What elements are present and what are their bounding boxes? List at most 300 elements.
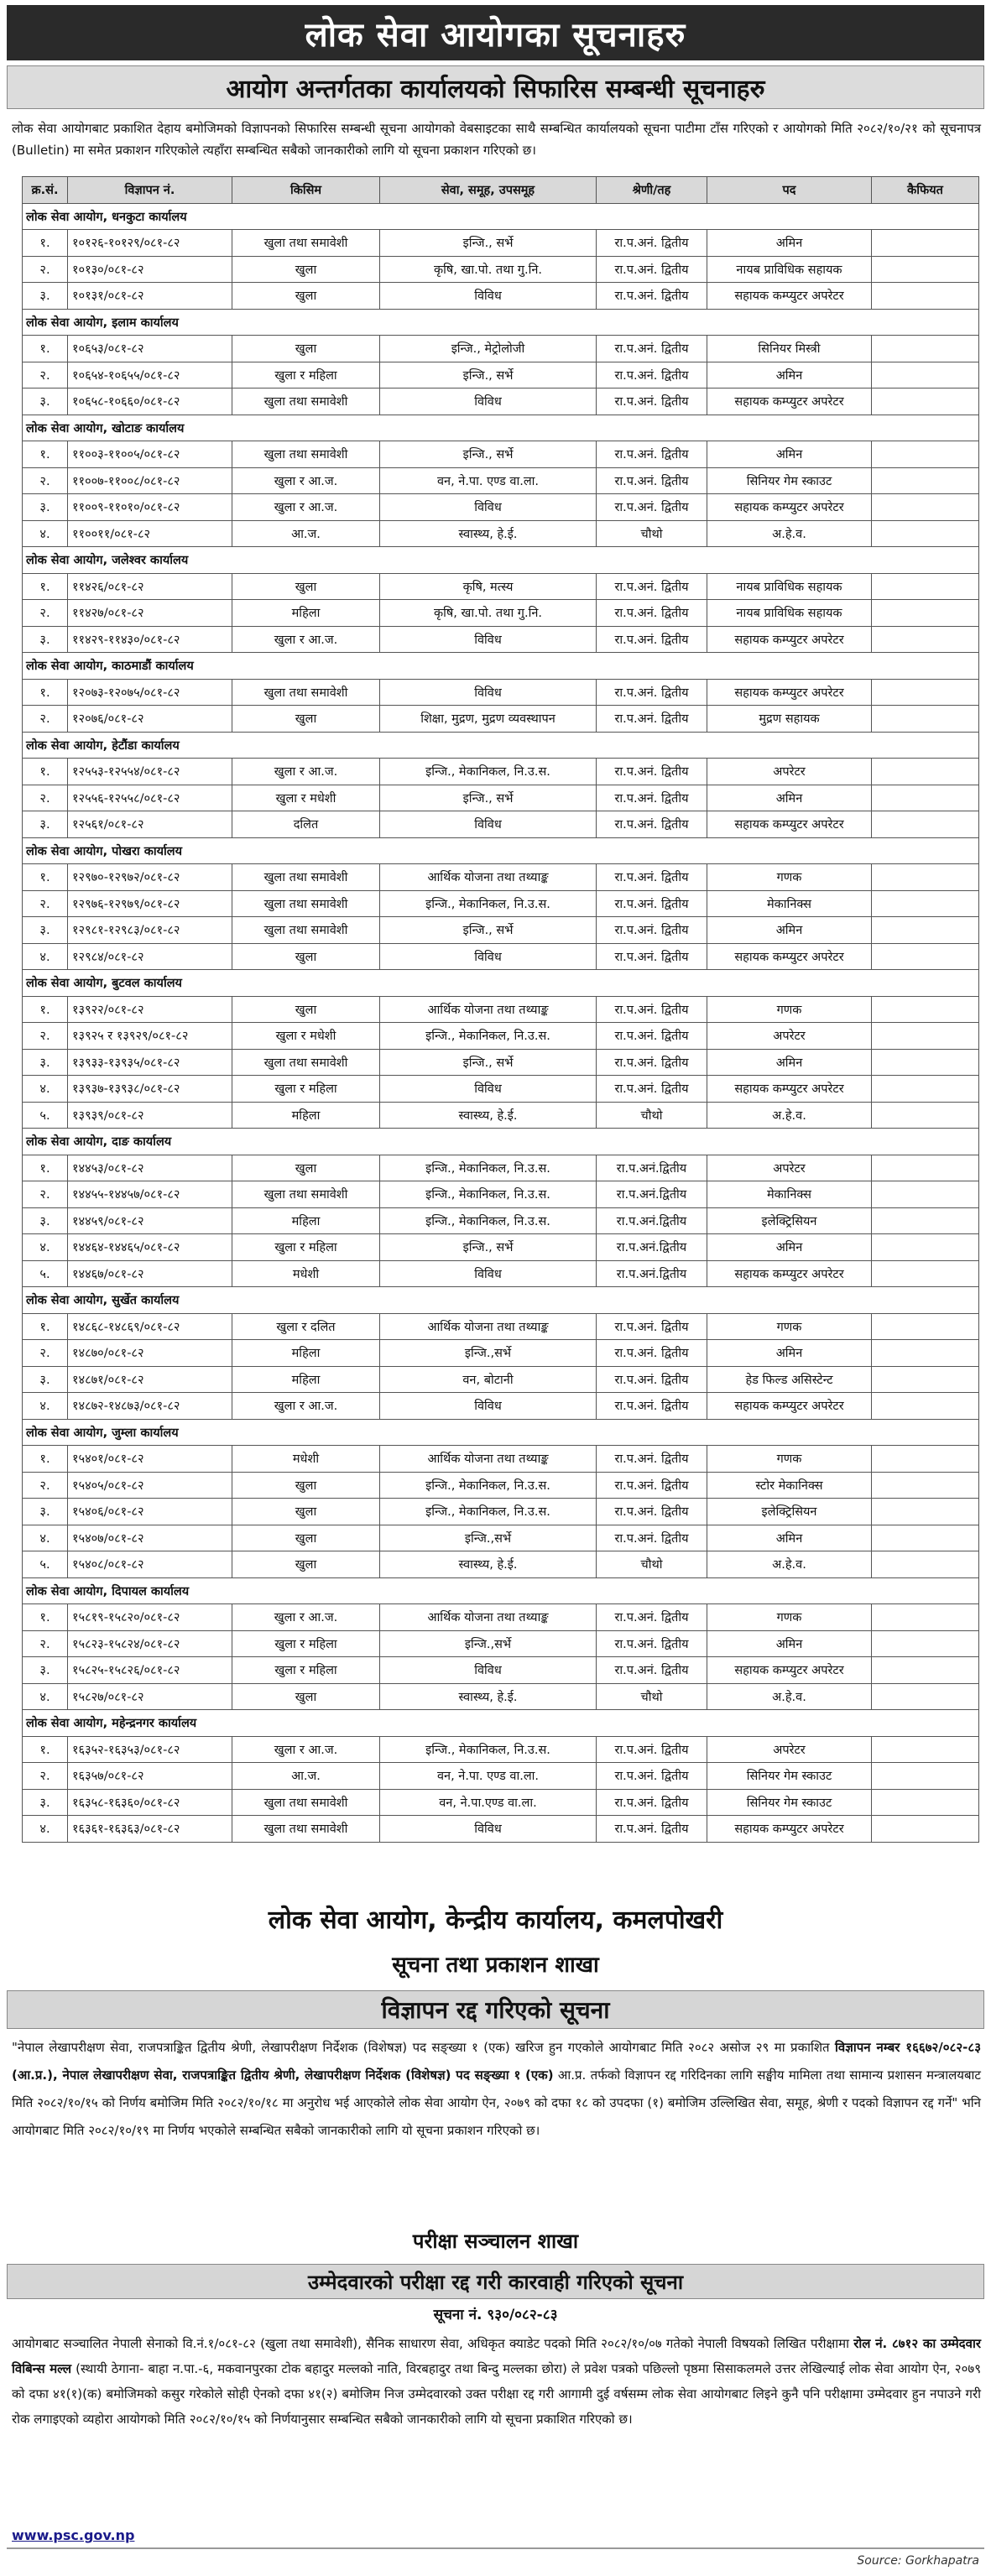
table-cell (872, 230, 979, 257)
table-cell: अ.हे.व. (707, 1102, 872, 1129)
table-cell: विविध (380, 1260, 597, 1287)
table-cell (872, 917, 979, 944)
table-cell (872, 467, 979, 494)
table-cell (872, 520, 979, 547)
table-cell (872, 1683, 979, 1710)
table-cell: १. (23, 759, 68, 785)
table-cell: ४. (23, 1234, 68, 1261)
table-cell: खुला र आ.ज. (232, 1393, 380, 1420)
table-cell: १४८७२-१४८७३/०८१-८२ (68, 1393, 232, 1420)
exam-text-part: (स्थायी ठेगाना- बाहा न.पा.-६, मकवानपुरका टोक बहादुर मल्लको नाति, विरबहादुर तथा बिन्दु मल्लका छोरा) ले प्रवेश पत्रको पछिल्लो पृष्ठमा सिसाकलमले उत्तर लेखिल्याई लोक सेवा आयोग ऐन, २०७९ को दफा ४१(१)(क) बमोजिमको कसुर गरेकोले सोही ऐनको दफा ४१(२) बमोजिम निज उम्मेदवारको उक्त परीक्षा रद्द गरी आगामी दुई वर्षसम्म लोक सेवा आयोगबाट लिइने कुनै पनि परीक्षामा उम्मेदवार हुन नपाउने गरी रोक लगाइएको व्यहोरा आयोगको मिति २०८२/१०/१५ को निर्णयानुसार सम्बन्धित सबैको जानकारीको लागि यो सूचना प्रकाशित गरिएको छ। (12, 2361, 981, 2427)
table-cell: खुला र आ.ज. (232, 626, 380, 653)
table-row (23, 1789, 979, 1816)
table-cell (872, 600, 979, 627)
table-cell (872, 1260, 979, 1287)
table-cell: १६३५७/०८१-८२ (68, 1763, 232, 1790)
table-cell: आ.ज. (232, 520, 380, 547)
table-cell: १. (23, 573, 68, 600)
table-cell: इन्जि., मेकानिकल, नि.उ.स. (380, 1023, 597, 1050)
notice-text-part: "नेपाल लेखापरीक्षण सेवा, राजपत्राङ्कित द्वितीय श्रेणी, लेखापरीक्षण निर्देशक (विशेषज्ञ) पद सङ्ख्या १ (एक) खरिज हुन गएकोले आयोगबाट मिति २०८२ असोज २९ मा प्रकाशित (12, 2040, 836, 2055)
table-cell: ३. (23, 1499, 68, 1525)
table-cell: खुला (232, 706, 380, 733)
table-cell (872, 1313, 979, 1340)
table-cell (872, 388, 979, 415)
information-branch-title: सूचना तथा प्रकाशन शाखा (392, 1953, 599, 1978)
table-cell: खुला तथा समावेशी (232, 679, 380, 706)
table-body (23, 203, 979, 1842)
notice-number: सूचना नं. ९३०/०८२-८३ (433, 2307, 558, 2323)
table-cell: वन, ने.पा. एण्ड वा.ला. (380, 1763, 597, 1790)
table-cell: चौथो (597, 1102, 707, 1129)
table-cell: इन्जि., मेकानिकल, नि.उ.स. (380, 1181, 597, 1208)
table-cell: खुला र मधेशी (232, 1023, 380, 1050)
table-cell (872, 1234, 979, 1261)
table-cell: खुला तथा समावेशी (232, 1181, 380, 1208)
table-cell: रा.प.अनं. द्वितीय (597, 1630, 707, 1657)
office-section-row (23, 547, 979, 574)
table-cell: १२५५६-१२५५८/०८१-८२ (68, 785, 232, 811)
table-cell: १०६५४-१०६५५/०८१-८२ (68, 362, 232, 388)
table-cell: स्टोर मेकानिक्स (707, 1472, 872, 1499)
office-name: लोक सेवा आयोग, हेटौंडा कार्यालय (23, 732, 979, 759)
table-cell: १५८२७/०८१-८२ (68, 1683, 232, 1710)
table-cell: नायब प्राविधिक सहायक (707, 600, 872, 627)
table-row (23, 864, 979, 891)
table-cell: १२९८४/०८१-८२ (68, 943, 232, 970)
table-cell (872, 1763, 979, 1790)
table-cell: अमिन (707, 1234, 872, 1261)
table-cell: रा.प.अनं. द्वितीय (597, 1736, 707, 1763)
table-cell: अपरेटर (707, 1023, 872, 1050)
table-cell: ५. (23, 1551, 68, 1578)
table-cell: अमिन (707, 917, 872, 944)
table-cell: १०१३०/०८१-८२ (68, 256, 232, 283)
table-cell (872, 785, 979, 811)
table-cell: १३९३३-१३९३५/०८१-८२ (68, 1049, 232, 1076)
table-cell: रा.प.अनं. द्वितीय (597, 1049, 707, 1076)
table-cell: कृषि, खा.पो. तथा गु.नि. (380, 600, 597, 627)
office-name: लोक सेवा आयोग, जलेश्वर कार्यालय (23, 547, 979, 574)
table-cell: ५. (23, 1102, 68, 1129)
table-cell: खुला तथा समावेशी (232, 230, 380, 257)
table-row (23, 1023, 979, 1050)
table-cell: १५४०७/०८१-८२ (68, 1525, 232, 1551)
table-cell (872, 1446, 979, 1473)
column-header: कैफियत (872, 177, 979, 204)
office-name: लोक सेवा आयोग, इलाम कार्यालय (23, 309, 979, 336)
table-cell: ११४२६/०८१-८२ (68, 573, 232, 600)
table-cell: इन्जि., मेकानिकल, नि.उ.स. (380, 1736, 597, 1763)
table-cell: इन्जि., सर्भे (380, 785, 597, 811)
table-cell: १३९३९/०८१-८२ (68, 1102, 232, 1129)
table-cell: सहायक कम्प्युटर अपरेटर (707, 494, 872, 521)
table-cell: विविध (380, 1657, 597, 1684)
table-cell: रा.प.अनं.द्वितीय (597, 1260, 707, 1287)
table-cell: अपरेटर (707, 759, 872, 785)
table-cell: आ.ज. (232, 1763, 380, 1790)
table-cell: इन्जि., सर्भे (380, 1234, 597, 1261)
table-cell: मधेशी (232, 1260, 380, 1287)
office-section-row (23, 732, 979, 759)
table-cell: अ.हे.व. (707, 1683, 872, 1710)
table-cell: सहायक कम्प्युटर अपरेटर (707, 1260, 872, 1287)
table-cell: १. (23, 1313, 68, 1340)
table-cell: खुला (232, 943, 380, 970)
table-row (23, 573, 979, 600)
table-cell: खुला तथा समावेशी (232, 1049, 380, 1076)
office-section-row (23, 653, 979, 680)
table-cell: १४८७०/०८१-८२ (68, 1340, 232, 1367)
table-cell (872, 1340, 979, 1367)
table-row (23, 441, 979, 468)
table-cell (872, 1736, 979, 1763)
table-row (23, 706, 979, 733)
table-cell: विविध (380, 388, 597, 415)
table-row (23, 467, 979, 494)
table-cell: रा.प.अनं. द्वितीय (597, 362, 707, 388)
table-row (23, 811, 979, 838)
table-row (23, 917, 979, 944)
table-row (23, 1260, 979, 1287)
office-section-row (23, 970, 979, 997)
intro-paragraph: लोक सेवा आयोगबाट प्रकाशित देहाय बमोजिमको विज्ञापनको सिफारिस सम्बन्धी सूचना आयोगको वेबसाइटका साथै सम्बन्धित कार्यालयको सूचना पाटीमा टाँस गरिएको र आयोगको मिति २०८२/१०/२१ को सूचनापत्र (Bulletin) मा समेत प्रकाशन गरिएकोले त्यहाँरा सम्बन्धित सबैको जानकारीको लागि यो सूचना प्रकाशन गरिएको छ। (12, 121, 981, 158)
table-cell: २. (23, 1181, 68, 1208)
table-cell: सहायक कम्प्युटर अपरेटर (707, 1076, 872, 1103)
table-cell: कृषि, मत्स्य (380, 573, 597, 600)
table-row (23, 943, 979, 970)
table-cell: खुला तथा समावेशी (232, 890, 380, 917)
table-cell: अमिन (707, 230, 872, 257)
table-cell: रा.प.अनं. द्वितीय (597, 1446, 707, 1473)
table-row (23, 362, 979, 388)
table-cell: महिला (232, 1102, 380, 1129)
table-cell: खुला (232, 256, 380, 283)
table-cell: विविध (380, 943, 597, 970)
table-cell: इन्जि., मेकानिकल, नि.उ.स. (380, 1472, 597, 1499)
table-cell: खुला र आ.ज. (232, 1604, 380, 1631)
table-cell: सहायक कम्प्युटर अपरेटर (707, 283, 872, 310)
table-cell (872, 1207, 979, 1234)
table-cell: १२९७०-१२९७२/०८१-८२ (68, 864, 232, 891)
table-cell: नायब प्राविधिक सहायक (707, 256, 872, 283)
table-cell: १२०७३-१२०७५/०८१-८२ (68, 679, 232, 706)
table-cell: १. (23, 996, 68, 1023)
table-cell: १२०७६/०८१-८२ (68, 706, 232, 733)
column-header: क्र.सं. (23, 177, 68, 204)
table-cell: १५८१९-१५८२०/०८१-८२ (68, 1604, 232, 1631)
table-cell: १०१३१/०८१-८२ (68, 283, 232, 310)
table-cell: रा.प.अनं. द्वितीय (597, 1393, 707, 1420)
table-row (23, 626, 979, 653)
table-cell (872, 283, 979, 310)
table-cell: आर्थिक योजना तथा तथ्याङ्क (380, 1446, 597, 1473)
table-row (23, 890, 979, 917)
table-cell (872, 679, 979, 706)
table-cell: स्वास्थ्य, हे.ई. (380, 1683, 597, 1710)
table-cell: खुला (232, 1472, 380, 1499)
table-cell: विविध (380, 1076, 597, 1103)
footer-divider (7, 2547, 984, 2549)
table-cell: वन, ने.पा. एण्ड वा.ला. (380, 467, 597, 494)
table-cell (872, 759, 979, 785)
table-cell: खुला र आ.ज. (232, 467, 380, 494)
table-row (23, 256, 979, 283)
website-link[interactable]: www.psc.gov.np (12, 2527, 135, 2543)
table-cell: ३. (23, 283, 68, 310)
column-header: श्रेणी/तह (597, 177, 707, 204)
table-cell: रा.प.अनं. द्वितीय (597, 600, 707, 627)
table-cell: अपरेटर (707, 1155, 872, 1181)
office-section-row (23, 309, 979, 336)
page-title: लोक सेवा आयोगका सूचनाहरु (7, 5, 984, 60)
table-cell: स्वास्थ्य, हे.ई. (380, 1551, 597, 1578)
table-cell (872, 1525, 979, 1551)
table-cell: खुला (232, 1683, 380, 1710)
office-section-row (23, 1710, 979, 1737)
table-cell: रा.प.अनं. द्वितीय (597, 1023, 707, 1050)
table-cell: २. (23, 1630, 68, 1657)
table-cell: मधेशी (232, 1446, 380, 1473)
table-cell: इन्जि.,सर्भे (380, 1525, 597, 1551)
table-cell: १३९२५ र १३९२९/०८१-८२ (68, 1023, 232, 1050)
table-cell: अमिन (707, 441, 872, 468)
table-cell: खुला र आ.ज. (232, 494, 380, 521)
table-cell: रा.प.अनं. द्वितीय (597, 785, 707, 811)
table-cell: १६३५२-१६३५३/०८१-८२ (68, 1736, 232, 1763)
table-cell: रा.प.अनं. द्वितीय (597, 1313, 707, 1340)
table-cell (872, 996, 979, 1023)
table-cell: खुला र आ.ज. (232, 1736, 380, 1763)
table-cell: इन्जि., सर्भे (380, 1049, 597, 1076)
notice-text-part: आ.प्र. तर्फको विज्ञापन रद्द गरिदिनका लागि सङ्घीय मामिला तथा सामान्य प्रशासन मन्त्रालयबाट मिति २०८२/१०/१५ को निर्णय बमोजिम मिति २०८२/१०/१८ मा अनुरोध भई आएकोले लोक सेवा आयोग ऐन, २०७९ को दफा १८ को उपदफा (१) बमोजिम उल्लिखित सेवा, समूह, श्रेणी र पदको विज्ञापन रद्द गर्ने" भनि आयोगबाट मिति २०८२/१०/१९ मा निर्णय भएकोले सम्बन्धित सबैको जानकारीको लागि यो सूचना प्रकाशन गरिएको छ। (12, 2068, 981, 2138)
table-cell (872, 573, 979, 600)
table-cell: स्वास्थ्य, हे.ई. (380, 520, 597, 547)
column-header: पद (707, 177, 872, 204)
table-cell: मेकानिक्स (707, 890, 872, 917)
table-row (23, 785, 979, 811)
table-cell: २. (23, 467, 68, 494)
table-cell: अमिन (707, 362, 872, 388)
table-cell: रा.प.अनं. द्वितीय (597, 679, 707, 706)
table-cell: गणक (707, 1313, 872, 1340)
table-row (23, 1683, 979, 1710)
table-cell: ४. (23, 1525, 68, 1551)
table-cell: खुला (232, 996, 380, 1023)
table-cell: इन्जि., मेकानिकल, नि.उ.स. (380, 1207, 597, 1234)
table-row (23, 679, 979, 706)
table-cell (872, 1789, 979, 1816)
table-cell (872, 1472, 979, 1499)
table-cell (872, 1604, 979, 1631)
table-cell: २. (23, 362, 68, 388)
table-row (23, 1446, 979, 1473)
table-row (23, 1763, 979, 1790)
table-cell: २. (23, 706, 68, 733)
table-cell: ४. (23, 520, 68, 547)
table-cell: सहायक कम्प्युटर अपरेटर (707, 1816, 872, 1843)
table-cell: खुला र महिला (232, 1630, 380, 1657)
table-row (23, 1551, 979, 1578)
table-cell: इन्जि., सर्भे (380, 362, 597, 388)
table-cell: वन, बोटानी (380, 1366, 597, 1393)
table-cell: २. (23, 1472, 68, 1499)
table-cell: रा.प.अनं. द्वितीय (597, 943, 707, 970)
table-cell: खुला तथा समावेशी (232, 917, 380, 944)
table-row (23, 1657, 979, 1684)
table-cell: आर्थिक योजना तथा तथ्याङ्क (380, 996, 597, 1023)
table-cell: १३९३७-१३९३८/०८१-८२ (68, 1076, 232, 1103)
table-cell: खुला तथा समावेशी (232, 864, 380, 891)
table-cell: मेकानिक्स (707, 1181, 872, 1208)
office-name: लोक सेवा आयोग, सुर्खेत कार्यालय (23, 1287, 979, 1314)
table-cell: रा.प.अनं. द्वितीय (597, 336, 707, 362)
section-title: आयोग अन्तर्गतका कार्यालयको सिफारिस सम्बन्धी सूचनाहरु (7, 65, 984, 109)
table-row (23, 1393, 979, 1420)
table-cell: इन्जि.,सर्भे (380, 1630, 597, 1657)
table-cell: १४४५३/०८१-८२ (68, 1155, 232, 1181)
table-cell: ४. (23, 1076, 68, 1103)
table-row (23, 1525, 979, 1551)
table-cell: ११००११/०८१-८२ (68, 520, 232, 547)
office-name: लोक सेवा आयोग, धनकुटा कार्यालय (23, 203, 979, 230)
table-cell: १४४६७/०८१-८२ (68, 1260, 232, 1287)
table-cell: अ.हे.व. (707, 1551, 872, 1578)
table-cell: रा.प.अनं. द्वितीय (597, 1366, 707, 1393)
table-cell: सहायक कम्प्युटर अपरेटर (707, 811, 872, 838)
table-cell: १. (23, 1155, 68, 1181)
table-cell: सहायक कम्प्युटर अपरेटर (707, 388, 872, 415)
table-row (23, 996, 979, 1023)
table-cell (872, 1816, 979, 1843)
ad-cancel-notice-title: विज्ञापन रद्द गरिएको सूचना (7, 1990, 984, 2029)
table-row (23, 1234, 979, 1261)
office-section-row (23, 1129, 979, 1155)
table-cell: आर्थिक योजना तथा तथ्याङ्क (380, 864, 597, 891)
office-section-row (23, 1577, 979, 1604)
table-cell: ११००३-११००५/०८१-८२ (68, 441, 232, 468)
table-cell: सहायक कम्प्युटर अपरेटर (707, 626, 872, 653)
table-cell: अ.हे.व. (707, 520, 872, 547)
table-cell: खुला र दलित (232, 1313, 380, 1340)
table-cell: शिक्षा, मुद्रण, मुद्रण व्यवस्थापन (380, 706, 597, 733)
table-cell: रा.प.अनं. द्वितीय (597, 811, 707, 838)
table-row (23, 1207, 979, 1234)
office-name: लोक सेवा आयोग, पोखरा कार्यालय (23, 837, 979, 864)
table-cell: २. (23, 600, 68, 627)
table-cell: रा.प.अनं. द्वितीय (597, 388, 707, 415)
table-row (23, 336, 979, 362)
table-cell: सिनियर गेम स्काउट (707, 1763, 872, 1790)
table-cell: ३. (23, 1207, 68, 1234)
table-cell: ३. (23, 1366, 68, 1393)
table-cell: १४८७१/०८१-८२ (68, 1366, 232, 1393)
table-cell (872, 362, 979, 388)
table-cell: खुला (232, 1499, 380, 1525)
table-cell (872, 256, 979, 283)
office-name: लोक सेवा आयोग, बुटवल कार्यालय (23, 970, 979, 997)
table-cell: इन्जि., मेकानिकल, नि.उ.स. (380, 1499, 597, 1525)
table-cell: ४. (23, 1816, 68, 1843)
table-cell (872, 1366, 979, 1393)
table-cell: रा.प.अनं. द्वितीय (597, 467, 707, 494)
table-cell: विविध (380, 679, 597, 706)
table-cell: अपरेटर (707, 1736, 872, 1763)
table-cell: इन्जि., सर्भे (380, 230, 597, 257)
table-cell: ११४२७/०८१-८२ (68, 600, 232, 627)
table-row (23, 1816, 979, 1843)
table-cell: खुला तथा समावेशी (232, 388, 380, 415)
table-cell: इलेक्ट्रिसियन (707, 1499, 872, 1525)
table-cell: महिला (232, 1340, 380, 1367)
table-cell: इन्जि., सर्भे (380, 441, 597, 468)
table-cell: खुला तथा समावेशी (232, 1816, 380, 1843)
table-cell: रा.प.अनं. द्वितीय (597, 996, 707, 1023)
table-cell: विविध (380, 494, 597, 521)
table-cell: अमिन (707, 785, 872, 811)
table-cell (872, 336, 979, 362)
table-cell: चौथो (597, 1551, 707, 1578)
table-cell: १६३६१-१६३६३/०८१-८२ (68, 1816, 232, 1843)
table-cell: आर्थिक योजना तथा तथ्याङ्क (380, 1604, 597, 1631)
office-name: लोक सेवा आयोग, दाङ कार्यालय (23, 1129, 979, 1155)
table-cell: रा.प.अनं. द्वितीय (597, 494, 707, 521)
table-cell (872, 706, 979, 733)
table-cell: गणक (707, 864, 872, 891)
table-cell: खुला र महिला (232, 1234, 380, 1261)
office-section-row (23, 1287, 979, 1314)
table-row (23, 1630, 979, 1657)
table-cell: १०१२६-१०१२९/०८१-८२ (68, 230, 232, 257)
table-cell: २. (23, 1340, 68, 1367)
notice-text-bold: विज्ञापन नम्बर १६६७२/०८२-८३ (आ.प्र.), नेपाल लेखापरीक्षण सेवा, राजपत्राङ्कित द्वितीय श्रेणी, लेखापरीक्षण निर्देशक (विशेषज्ञ) पद सङ्ख्या १ (एक) (12, 2040, 981, 2083)
table-cell: चौथो (597, 520, 707, 547)
table-cell: गणक (707, 996, 872, 1023)
table-row (23, 1499, 979, 1525)
table-cell: रा.प.अनं. द्वितीय (597, 706, 707, 733)
column-header: विज्ञापन नं. (68, 177, 232, 204)
table-cell: चौथो (597, 1683, 707, 1710)
table-cell: रा.प.अनं. द्वितीय (597, 1657, 707, 1684)
table-row (23, 1049, 979, 1076)
exam-cancel-notice-title: उम्मेदवारको परीक्षा रद्द गरी कारवाही गरिएको सूचना (7, 2264, 984, 2299)
office-name: लोक सेवा आयोग, जुम्ला कार्यालय (23, 1419, 979, 1446)
table-cell: सहायक कम्प्युटर अपरेटर (707, 1393, 872, 1420)
table-row (23, 520, 979, 547)
table-cell: रा.प.अनं. द्वितीय (597, 1604, 707, 1631)
table-cell: १. (23, 336, 68, 362)
table-cell: रा.प.अनं. द्वितीय (597, 1789, 707, 1816)
recommendation-table (22, 176, 979, 1843)
column-header: सेवा, समूह, उपसमूह (380, 177, 597, 204)
office-section-row (23, 415, 979, 441)
table-cell: इन्जि.,सर्भे (380, 1340, 597, 1367)
table-cell (872, 494, 979, 521)
table-row (23, 1076, 979, 1103)
table-cell: ५. (23, 1260, 68, 1287)
table-row (23, 283, 979, 310)
table-cell: रा.प.अनं. द्वितीय (597, 230, 707, 257)
office-name: लोक सेवा आयोग, खोटाङ कार्यालय (23, 415, 979, 441)
exam-text-bold: रोल नं. ८७१२ का उम्मेदवार विबिन्स मल्ल (12, 2336, 981, 2376)
table-cell (872, 864, 979, 891)
exam-cancel-notice-text (12, 2331, 981, 2432)
table-cell: रा.प.अनं. द्वितीय (597, 1763, 707, 1790)
table-row (23, 1366, 979, 1393)
table-row (23, 1604, 979, 1631)
table-cell (872, 1657, 979, 1684)
table-cell: खुला तथा समावेशी (232, 1789, 380, 1816)
table-cell: १. (23, 230, 68, 257)
